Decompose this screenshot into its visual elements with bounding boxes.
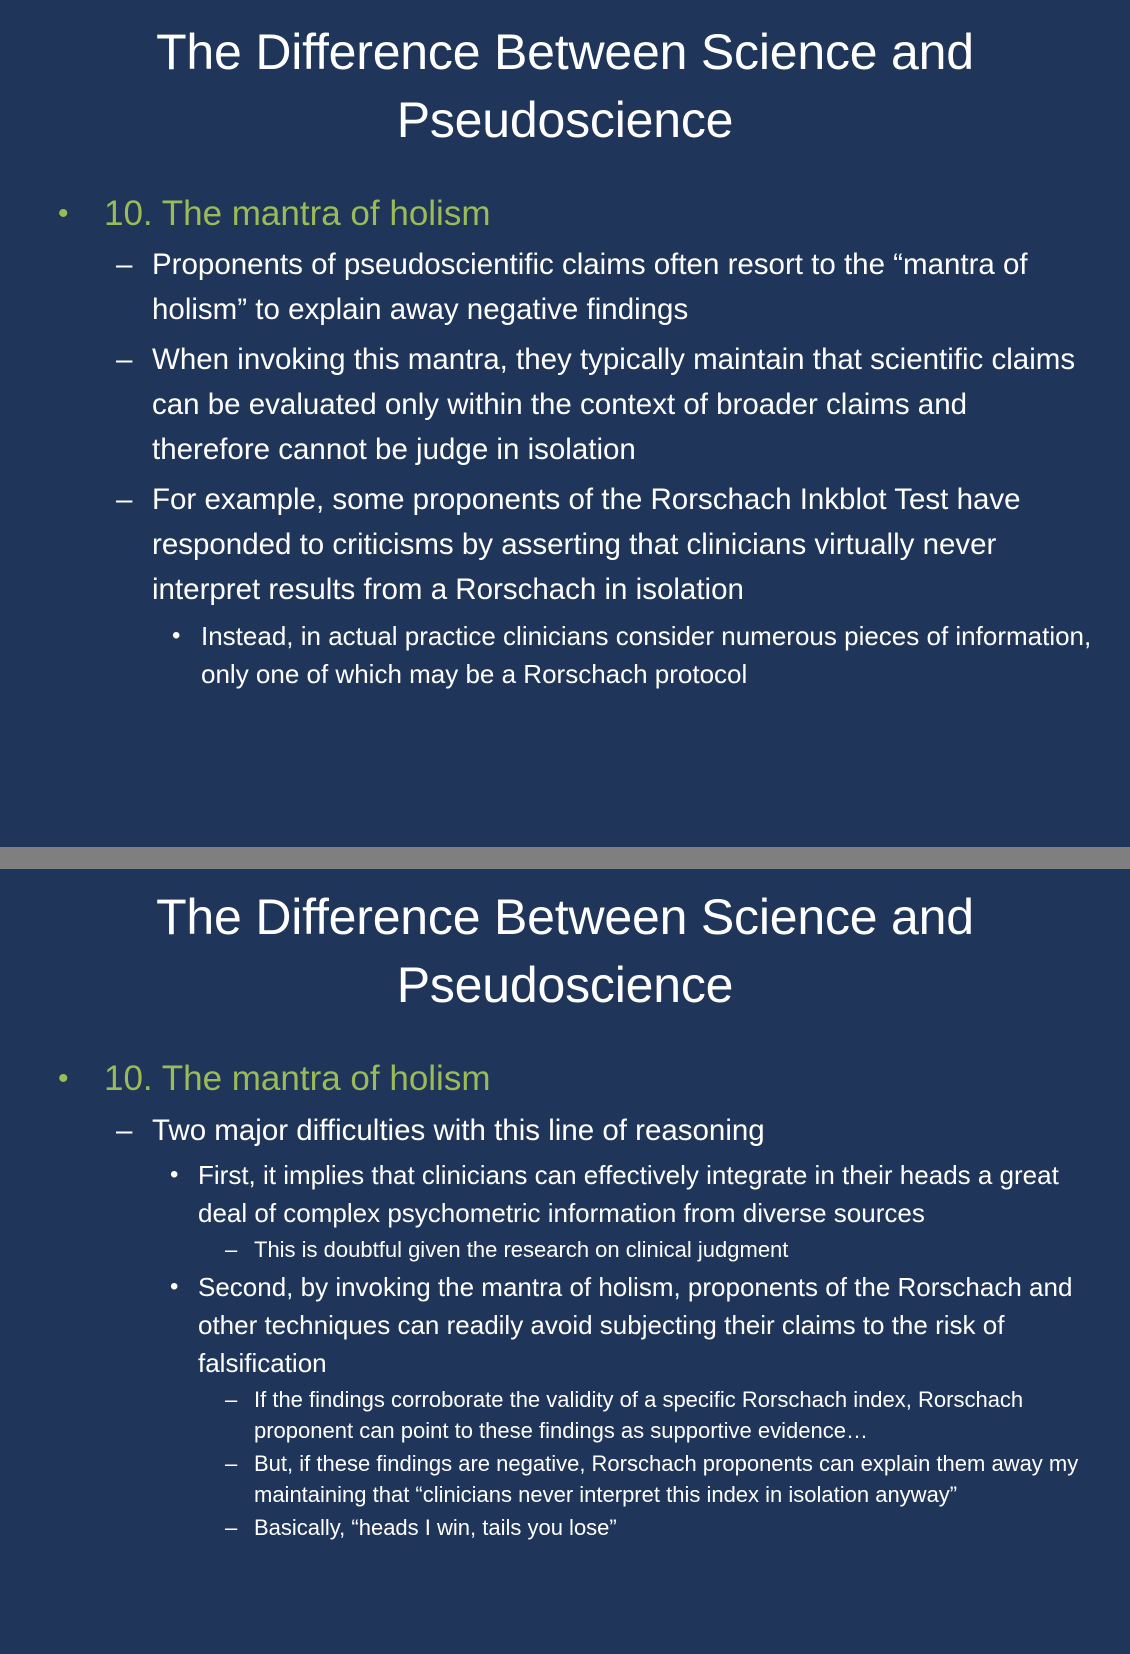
slide-title — [0, 0, 1130, 154]
note-item — [0, 1512, 1130, 1543]
slide-2 — [0, 869, 1130, 1654]
list-item-text: When invoking this mantra, they typically maintain that scientific claims can be evaluated only within the context of broader claims and therefore cannot be judge in isolation — [152, 343, 1076, 466]
title-line-2: Pseudoscience — [396, 92, 734, 148]
dash-icon: – — [116, 248, 133, 281]
dash-icon: – — [225, 1237, 238, 1262]
section-heading-text: 10. The mantra of holism — [104, 194, 491, 233]
sub-list-item — [0, 617, 1130, 693]
sub-list-item-text: Instead, in actual practice clinicians consider numerous pieces of information, only one of which may be a Rorschach protocol — [201, 621, 1092, 689]
bullet-icon: • — [58, 1062, 69, 1095]
slide-content — [0, 192, 1130, 693]
dash-icon: – — [225, 1515, 238, 1540]
bullet-icon: • — [172, 622, 181, 649]
section-heading — [0, 192, 1130, 236]
list-item-text: Proponents of pseudoscientific claims often resort to the “mantra of holism” to explain away negative findings — [152, 248, 1028, 326]
dash-icon: – — [225, 1451, 238, 1476]
note-item — [0, 1384, 1130, 1446]
dash-icon: – — [116, 1114, 133, 1147]
sub-list-item-text: First, it implies that clinicians can effectively integrate in their heads a great deal of complex psychometric information from diverse sources — [198, 1160, 1059, 1228]
section-heading — [0, 1057, 1130, 1101]
list-item — [0, 477, 1130, 612]
slide-title — [0, 869, 1130, 1019]
dash-icon: – — [116, 343, 133, 376]
title-line-2: Pseudoscience — [396, 957, 734, 1013]
sub-list-item — [0, 1268, 1130, 1382]
note-item — [0, 1234, 1130, 1265]
note-item-text: Basically, “heads I win, tails you lose” — [254, 1515, 617, 1540]
note-item — [0, 1448, 1130, 1510]
dash-icon: – — [116, 483, 133, 516]
title-line-1: The Difference Between Science and — [156, 24, 974, 80]
list-item-text: For example, some proponents of the Rorschach Inkblot Test have responded to criticisms by asserting that clinicians virtually never interpret results from a Rorschach in isolation — [152, 483, 1021, 606]
slide-content — [0, 1057, 1130, 1543]
note-item-text: This is doubtful given the research on clinical judgment — [254, 1237, 789, 1262]
sub-list-item-text: Second, by invoking the mantra of holism, proponents of the Rorschach and other techniques can readily avoid subjecting their claims to the risk of falsification — [198, 1272, 1073, 1378]
section-heading-text: 10. The mantra of holism — [104, 1059, 491, 1098]
bullet-icon: • — [170, 1161, 179, 1188]
bullet-icon: • — [58, 197, 69, 230]
dash-icon: – — [225, 1387, 238, 1412]
note-item-text: But, if these findings are negative, Rorschach proponents can explain them away my maintaining that “clinicians never interpret this index in isolation anyway” — [254, 1451, 1079, 1507]
list-item-text: Two major difficulties with this line of reasoning — [152, 1114, 765, 1147]
note-item-text: If the findings corroborate the validity of a specific Rorschach index, Rorschach proponent can point to these findings as supportive evidence… — [254, 1387, 1024, 1443]
list-item — [0, 1108, 1130, 1153]
title-line-1: The Difference Between Science and — [156, 889, 974, 945]
list-item — [0, 337, 1130, 472]
sub-list-item — [0, 1156, 1130, 1232]
list-item — [0, 242, 1130, 332]
bullet-icon: • — [170, 1273, 179, 1300]
